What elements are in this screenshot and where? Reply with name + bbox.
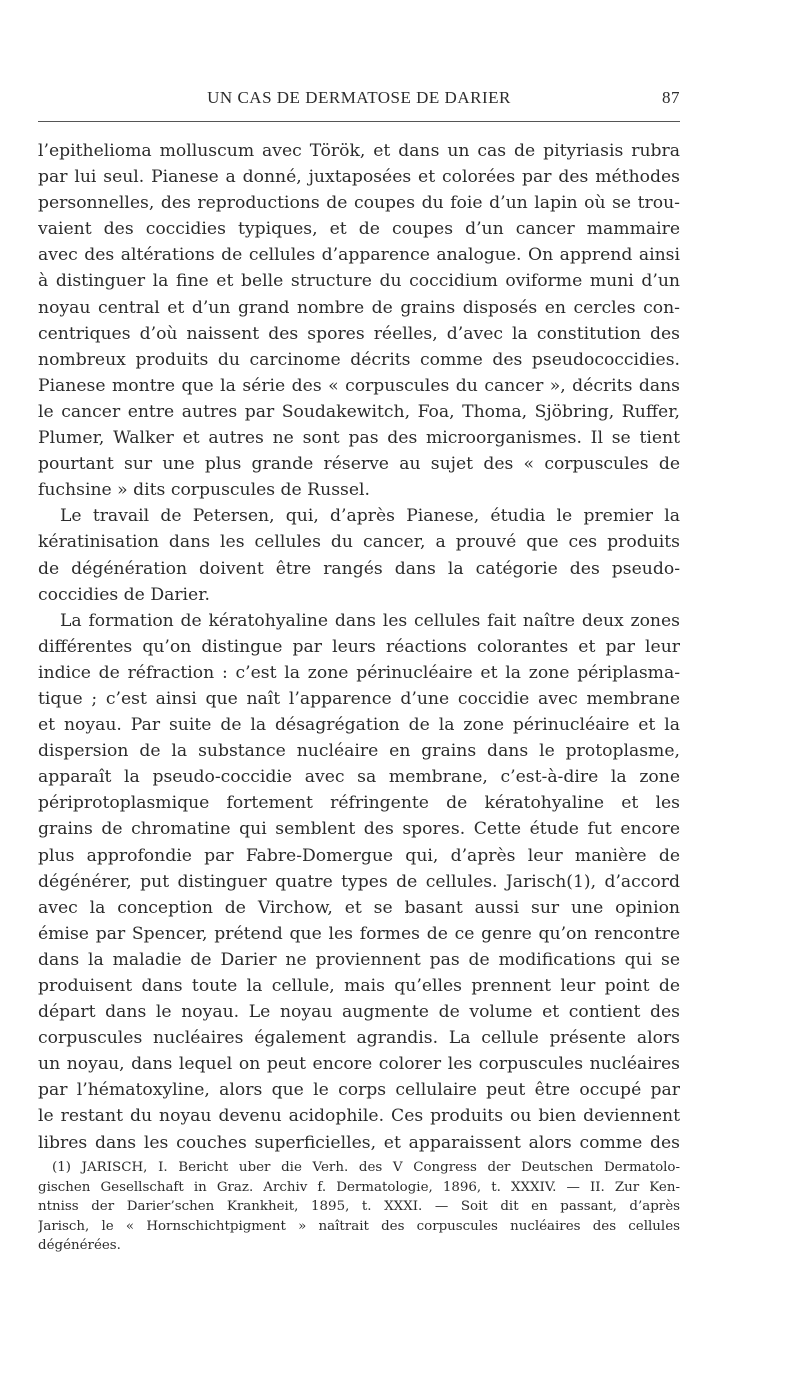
text-line: centriques d’où naissent des spores réelles, d’avec la constitution des <box>38 323 680 344</box>
page-number: 87 <box>662 88 680 107</box>
text-line: différentes qu’on distingue par leurs réactions colorantes et par leur <box>38 636 680 657</box>
text-line: pourtant sur une plus grande réserve au sujet des « corpuscules de <box>38 454 680 475</box>
text-line: dégénérer, put distinguer quatre types de cellules. Jarisch(1), d’accord <box>38 871 680 892</box>
body-text <box>38 138 680 1156</box>
text-line: La formation de kératohyaline dans les cellules fait naître deux zones <box>60 610 680 631</box>
text-line: émise par Spencer, prétend que les formes de ce genre qu’on rencontre <box>38 923 680 944</box>
text-line: avec des altérations de cellules d’apparence analogue. On apprend ainsi <box>38 245 680 266</box>
text-line: dispersion de la substance nucléaire en grains dans le protoplasme, <box>38 741 680 762</box>
text-line: avec la conception de Virchow, et se basant aussi sur une opinion <box>38 897 680 918</box>
text-line: kératinisation dans les cellules du cancer, a prouvé que ces produits <box>38 532 680 553</box>
text-line: par lui seul. Pianese a donné, juxtaposées et colorées par des méthodes <box>38 167 680 188</box>
text-line: noyau central et d’un grand nombre de grains disposés en cercles con- <box>38 297 680 318</box>
text-line: à distinguer la fine et belle structure du coccidium oviforme muni d’un <box>38 271 680 292</box>
page <box>38 0 680 1375</box>
text-line: et noyau. Par suite de la désagrégation de la zone périnucléaire et la <box>38 715 680 736</box>
text-line: apparaît la pseudo-coccidie avec sa membrane, c’est-à-dire la zone <box>38 767 680 788</box>
footnote-line: dégénérées. <box>38 1238 121 1253</box>
running-title: UN CAS DE DERMATOSE DE DARIER <box>207 88 511 107</box>
text-line: corpuscules nucléaires également agrandis. La cellule présente alors <box>38 1028 680 1049</box>
text-line: fuchsine » dits corpuscules de Russel. <box>38 480 370 501</box>
text-line: produisent dans toute la cellule, mais qu’elles prennent leur point de <box>38 976 680 996</box>
text-line: Plumer, Walker et autres ne sont pas des microorganismes. Il se tient <box>38 428 680 449</box>
text-line: l’epithelioma molluscum avec Török, et dans un cas de pityriasis rubra <box>38 141 680 161</box>
text-line: plus approfondie par Fabre-Domergue qui, d’après leur manière de <box>38 845 680 866</box>
text-line: dans la maladie de Darier ne proviennent pas de modifications qui se <box>38 949 680 970</box>
text-line: coccidies de Darier. <box>38 584 211 605</box>
footnote-line: ntniss der Darier’schen Krankheit, 1895, t. XXXI. — Soit dit en passant, d’après <box>38 1199 680 1214</box>
text-line: tique ; c’est ainsi que naît l’apparence d’une coccidie avec membrane <box>38 688 680 709</box>
text-line: le cancer entre autres par Soudakewitch, Foa, Thoma, Sjöbring, Ruffer, <box>38 401 680 422</box>
text-line: personnelles, des reproductions de coupes du foie d’un lapin où se trou- <box>38 193 680 214</box>
text-line: périprotoplasmique fortement réfringente de kératohyaline et les <box>38 793 680 814</box>
text-line: libres dans les couches superficielles, et apparaissent alors comme des <box>38 1132 680 1153</box>
footnote <box>38 1158 680 1256</box>
text-line: départ dans le noyau. Le noyau augmente de volume et contient des <box>38 1002 680 1023</box>
header-rule <box>38 121 680 122</box>
text-line: nombreux produits du carcinome décrits comme des pseudococcidies. <box>38 349 680 370</box>
text-line: grains de chromatine qui semblent des spores. Cette étude fut encore <box>38 819 680 840</box>
text-line: Pianese montre que la série des « corpuscules du cancer », décrits dans <box>38 375 680 396</box>
running-head <box>38 88 680 110</box>
text-line: le restant du noyau devenu acidophile. Ces produits ou bien deviennent <box>38 1106 680 1127</box>
text-line: un noyau, dans lequel on peut encore colorer les corpuscules nucléaires <box>38 1054 680 1075</box>
text-line: de dégénération doivent être rangés dans la catégorie des pseudo- <box>38 558 680 579</box>
text-line: vaient des coccidies typiques, et de coupes d’un cancer mammaire <box>38 219 680 240</box>
text-line: indice de réfraction : c’est la zone périnucléaire et la zone périplasma- <box>38 662 680 683</box>
text-line: Le travail de Petersen, qui, d’après Pianese, étudia le premier la <box>60 506 680 527</box>
footnote-line: gischen Gesellschaft in Graz. Archiv f. Dermatologie, 1896, t. XXXIV. — II. Zur Ken- <box>38 1179 680 1195</box>
footnote-line: (1) JARISCH, I. Bericht uber die Verh. des V Congress der Deutschen Dermatolo- <box>52 1160 680 1175</box>
text-line: par l’hématoxyline, alors que le corps cellulaire peut être occupé par <box>38 1080 680 1101</box>
footnote-line: Jarisch, le « Hornschichtpigment » naîtrait des corpuscules nucléaires des cellules <box>38 1218 680 1234</box>
